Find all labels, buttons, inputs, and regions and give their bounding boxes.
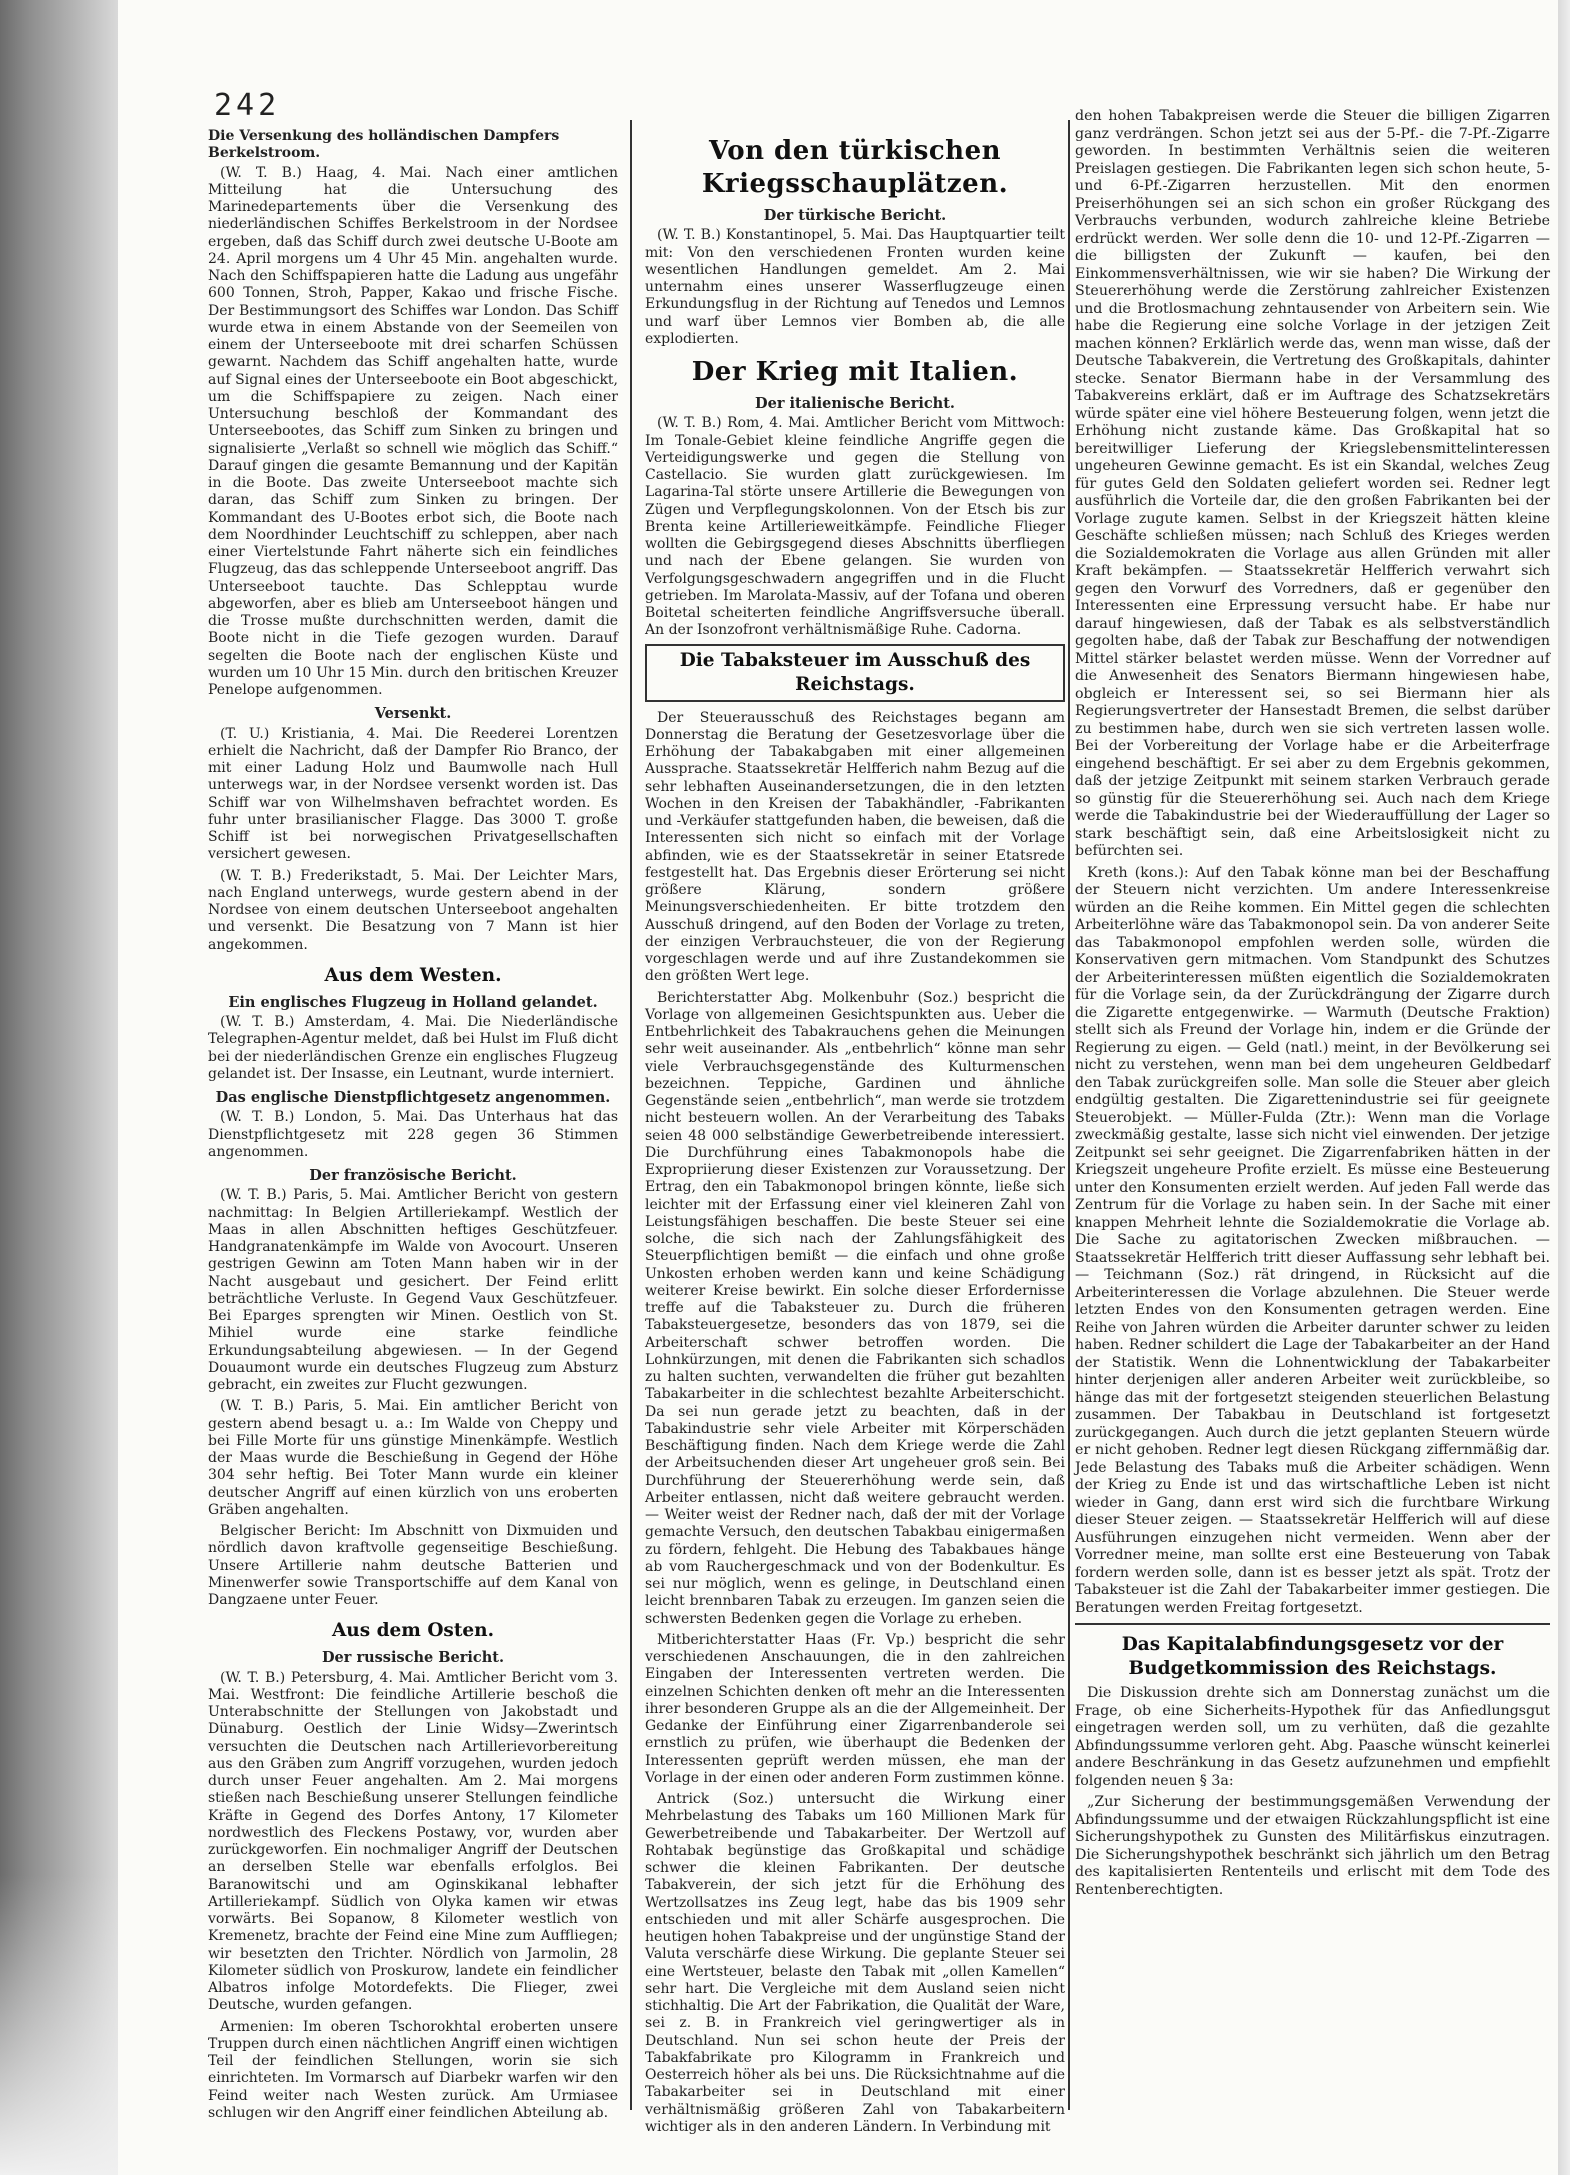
article-paragraph: Die Diskussion drehte sich am Donnerstag zunächst um die Frage, ob eine Sicherheits-Hypothek für das Anfiedlungsgut eingetragen werden soll, um zu verhüten, daß die gezahlte Abfindungssumme verloren geht. Abg. Paasche wünscht keinerlei andere Beschränkung in das Gesetz aufzunehmen und empfiehlt folgenden neuen § 3a: [1075,1685,1550,1789]
article-paragraph: (W. T. B.) London, 5. Mai. Das Unterhaus hat das Dienstpflichtgesetz mit 228 gegen 36 Stimmen angenommen. [208,1109,618,1160]
article-paragraph: Belgischer Bericht: Im Abschnitt von Dixmuiden und nördlich davon kraftvolle gegenseitige Beschießung. Unsere Artillerie nahm deutsche Batterien und Minenwerfer sowie Transportschiffe auf dem Kanal von Dangzaene unter Feuer. [208,1523,618,1608]
page-number: 242 [214,88,281,123]
section-headline: Aus dem Westen. [324,964,502,986]
column-1 [208,128,618,2126]
framed-headline-box [645,644,1065,702]
article-paragraph: Armenien: Im oberen Tschorokhtal eroberten unsere Truppen durch einen nächtlichen Angriff einen wichtigen Teil der feindlichen Stellungen, worin sie sich einrichteten. Im Vormarsch auf Diarbekr warfen wir den Feind weiter nach Westen zurück. Am Urmiasee schlugen wir den Angriff einer feindlichen Abteilung ab. [208,2018,618,2121]
article-headline: Die Versenkung des holländischen Dampfers Berkelstroom. [208,128,560,162]
section-headline: Die Tabaksteuer im Ausschuß des Reichstags. [679,649,1031,695]
article-paragraph: Kreth (kons.): Auf den Tabak könne man bei der Beschaffung der Steuern nicht verzichten. Um andere Interessenkreise würden an die Reihe kommen. Ein Mittel gegen die schlechten Arbeiterlöhne wäre das Tabakmonopol sein. Da von anderer Seite das Tabakmonopol empfohlen werden solle, würden die Konservativen gern mitmachen. Vom Standpunkt des Schutzes der Arbeiterinteressen müßten eigentlich die Sozialdemokraten für die Vorlage sein, da der Zurückdrängung der Zigarre durch die Zigarette entgegenwirke. — Warmuth (Deutsche Fraktion) stellt sich als Freund der Vorlage hin, indem er die Gründe der Regierung zu eigen. — Geld (natl.) meint, in der Bevölkerung sei nicht zu verstehen, wenn man bei dem ungeheuren Geldbedarf den Tabak zurückgreifen solle. Man solle die Steuer aber gleich endgültig gestalten. Die Zigarettenindustrie sei für geeignete Steuerobjekt. — Müller-Fulda (Ztr.): Wenn man die Vorlage zweckmäßig gestalte, lasse sich nicht viel einwenden. Der jetzige Zeitpunkt sei sehr geeignet. Die Zigarrenfabriken hätten in der Kriegszeit ungeheure Profite erzielt. Es müsse eine Besteuerung unter den Konsumenten erzielt werden. Auf jeden Fall werde das Zentrum für die Vorlage zu haben sein. In der Sache mit einer knappen Mehrheit lehnte die Sozialdemokratie die Vorlage ab. Die Sache zu agitatorischen Zwecken mißbrauchen. — Staatssekretär Helfferich tritt dieser Auffassung sehr lebhaft bei. — Teichmann (Soz.) rät dringend, in Rücksicht auf die Arbeiterinteressen die Vorlage abzulehnen. Die Steuer werde letzten Endes von den Konsumenten getragen werden. Eine Reihe von Jahren würden die Arbeiter darunter schwer zu leiden haben. Redner schildert die Lage der Tabakarbeiter an der Hand der Statistik. Wenn die Lohnentwicklung der Tabakarbeiter hinter derjenigen aller anderen Arbeiter weit zurückbleibe, so hänge das mit der fortgesetzt steigenden steuerlichen Belastung zusammen. Der Tabakbau in Deutschland ist fortgesetzt zurückgegangen. Auch durch die jetzt geplanten Steuern würde er nicht gehoben. Redner legt diesen Rückgang ziffernmäßig dar. Jede Belastung des Tabaks muß die Arbeiter schädigen. Wenn der Krieg zu Ende ist und das wirtschaftliche Leben ist nicht wieder in Gang, dann erst wird sich die furchtbare Wirkung dieser Steuer zeigen. — Staatssekretär Helfferich will auf diese Ausführungen einzugehen nicht vermeiden. Wenn aber der Vorredner meine, man sollte erst eine Besteuerung von Tabak fordern werden solle, dann ist es besser jetzt als spät. Trotz der Tabaksteuer ist die Zahl der Tabakarbeiter immer gestiegen. Die Beratungen werden Freitag fortgesetzt. [1075,864,1550,1616]
sub-headline: Der russische Bericht. [321,1649,505,1667]
section-headline: Von den türkischen Kriegsschauplätzen. [701,136,1009,199]
article-paragraph: Berichterstatter Abg. Molkenbuhr (Soz.) bespricht die Vorlage von allgemeinen Gesichtspunkten aus. Ueber die Entbehrlichkeit des Tabakrauchens gehen die Meinungen sehr weit auseinander. Als „entbehrlich“ könne man sehr viele Verbrauchsgegenstände des Kulturmenschen bezeichnen. Teppiche, Gardinen und ähnliche Gegenstände seien „entbehrlich“, man werde sie trotzdem nicht besteuern wollen. An der Verarbeitung des Tabaks seien 48 000 selbständige Gewerbetreibende interessiert. Die Durchführung eines Tabakmonopols habe die Expropriierung dieser Existenzen zur Voraussetzung. Der Ertrag, den ein Tabakmonopol bringen könnte, ließe sich leichter mit der Erfassung einer viel kleineren Zahl von Leistungsfähigen beschaffen. Die beste Steuer sei eine solche, die sich nach der Zahlungsfähigkeit des Steuerpflichtigen bemißt — die einfach und ohne große Unkosten erhoben werden kann und keine Schädigung weiterer Kreise bewirkt. Ein solche dieser Erfordernisse treffe auf die Tabaksteuer zu. Durch die früheren Tabaksteuergesetze, besonders das von 1879, sei die Arbeiterschaft schwer betroffen worden. Die Lohnkürzungen, mit denen die Fabrikanten sich schadlos zu halten suchten, verwandelten die früher gut bezahlten Tabakarbeiter in die schlechtest bezahlte Arbeiterschicht. Da sei nun gerade jetzt zu beachten, daß in der Tabakindustrie sehr viele Arbeiter mit Körperschäden Beschäftigung finden. Nach dem Kriege werde die Zahl der Arbeitsuchenden dieser Art ungeheuer groß sein. Bei Durchführung der Steuererhöhung werde sein, daß Arbeiter entlassen, nicht daß weitere gebraucht werden. — Weiter weist der Redner nach, daß der mit der Vorlage gemachte Versuch, den deutschen Tabakbau einigermaßen zu fördern, fehlgeht. Die Hebung des Tabakbaues hänge ab vom Rauchergeschmack und von der Bodenkultur. Es sei nur möglich, wenn es gelinge, in Deutschland einen leicht brennbaren Tabak zu erzeugen. Im ganzen seien die schwersten Bedenken gegen die Vorlage zu erheben. [645,989,1065,1627]
sub-headline: Der italienische Bericht. [755,395,955,412]
sub-headline: Der türkische Bericht. [763,207,947,224]
column-rule [630,120,632,2110]
article-paragraph: (W. T. B.) Haag, 4. Mai. Nach einer amtlichen Mitteilung hat die Untersuchung des Marinedepartements über die Versenkung des niederländischen Schiffes Berkelstroom in der Nordsee ergeben, daß das Schiff durch zwei deutsche U-Boote am 24. April morgens um 4 Uhr 45 Min. angehalten wurde. Nach den Schiffspapieren hatte die Ladung aus ungefähr 600 Tonnen, Stroh, Papper, Kakao und frische Fische. Der Bestimmungsort des Schiffes war London. Das Schiff wurde etwa in einem Abstande von der Seemeilen von einem der Unterseeboote mit drei scharfen Schüssen gewarnt. Nachdem das Schiff angehalten hatte, wurde auf Signal eines der Unterseeboote ein Boot abgeschickt, um die Schiffspapiere zu zeigen. Nach einer Untersuchung beschloß der Kommandant des Unterseebootes, das Schiff zum Sinken zu bringen und signalisierte „Verlaßt so schnell wie möglich das Schiff.“ Darauf gingen die gesamte Bemannung und der Kapitän in die Boote. Das zweite Unterseeboot machte sich daran, das Schiff zum Sinken zu bringen. Der Kommandant des U-Bootes erbot sich, die Boote nach dem Noordhinder Leuchtschiff zu schleppen, aber nach einer Viertelstunde Fahrt näherte sich ein feindliches Flugzeug, das das schleppende Unterseeboot angriff. Das Unterseeboot tauchte. Das Schlepptau wurde abgeworfen, aber es blieb am Unterseeboot hängen und die Trosse mußte durchschnitten werden, damit die Boote nicht in die Tiefe gezogen wurden. Darauf segelten die Boote nach der englischen Küste und wurden um 10 Uhr 15 Min. durch den britischen Kreuzer Penelope aufgenommen. [208,164,618,698]
article-paragraph: Antrick (Soz.) untersucht die Wirkung einer Mehrbelastung des Tabaks um 160 Millionen Mark für Gewerbetreibende und Tabakarbeiter. Der Wertzoll auf Rohtabak begünstige das Großkapital und schädige schwer die kleinen Fabrikanten. Der deutsche Tabakverein, der sich jetzt für die Erhöhung des Wertzollsatzes ins Zeug legt, habe das bis 1909 sehr entschieden und mit aller Schärfe ausgesprochen. Die heutigen hohen Tabakpreise und der ungünstige Stand der Valuta verschärfe diese Wirkung. Die geplante Steuer sei eine Wertsteuer, belaste den Tabak mit „ollen Kamellen“ sehr hart. Die Vergleiche mit dem Ausland seien nicht stichhaltig. Die Art der Fabrikation, die Qualität der Ware, sei z. B. in Frankreich viel geringwertiger als in Deutschland. Nun sei schon heute der Preis der Tabakfabrikate pro Kilogramm in Frankreich und Oesterreich höher als bei uns. Die Rücksichtnahme auf die Tabakarbeiter sei in Deutschland mit einer verhältnismäßig größeren Zahl von Tabakarbeitern wichtiger als in den anderen Ländern. In Verbindung mit [645,1791,1065,2135]
section-divider [1075,1623,1550,1625]
sub-headline: Das englische Dienstpflichtgesetz angenommen. [215,1089,611,1106]
scan-binding-edge [0,0,118,2175]
article-paragraph: (W. T. B.) Paris, 5. Mai. Ein amtlicher Bericht von gestern abend besagt u. a.: Im Walde von Cheppy und bei Fille Morte für uns günstige Minenkämpfe. Westlich der Maas wurde die Beschießung in Gegend der Höhe 304 sehr heftig. Bei Toter Mann wurde ein kleiner deutscher Angriff auf einen kürzlich von uns eroberten Gräben angehalten. [208,1398,618,1518]
article-paragraph: (W. T. B.) Paris, 5. Mai. Amtlicher Bericht von gestern nachmittag: In Belgien Artilleriekampf. Westlich der Maas in allen Abschnitten heftiges Geschützfeuer. Handgranatenkämpfe im Walde von Avocourt. Unseren gestrigen Gewinn am Toten Mann haben wir in der Nacht ausgebaut und gesichert. Der Feind erlitt beträchtliche Verluste. In Gegend Vaux Geschützfeuer. Bei Eparges sprengten wir Minen. Oestlich von St. Mihiel wurde eine starke feindliche Erkundungsabteilung abgewiesen. — In der Gegend Douaumont wurde ein deutsches Flugzeug zum Absturz gebracht, ein zweites zur Flucht gezwungen. [208,1187,618,1393]
column-rule [1068,120,1070,2110]
article-paragraph: (W. T. B.) Petersburg, 4. Mai. Amtlicher Bericht vom 3. Mai. Westfront: Die feindliche Artillerie beschoß die Unterabschnitte der Stellungen von Jakobstadt und Dünaburg. Oestlich der Linie Widsy—Zwerintsch versuchten die Deutschen nach Artillerievorbereitung aus den Gräben zum Angriff vorzugehen, wurden jedoch durch unser Feuer angehalten. Am 2. Mai morgens stießen nach Beschießung unserer Stellungen feindliche Kräfte in Gegend des Dorfes Antony, 17 Kilometer nordwestlich des Fleckens Postawy, vor, wurden aber zurückgeworfen. Ein nochmaliger Angriff der Deutschen an derselben Stelle war ebenfalls erfolglos. Bei Baranowitschi und am Oginskikanal lebhafter Artilleriekampf. Südlich von Olyka kamen wir etwas vorwärts. Bei Sopanow, 8 Kilometer westlich von Kremenetz, brachte der Feind eine Mine zum Auffliegen; wir besetzten den Trichter. Nördlich von Jarmolin, 28 Kilometer südlich von Proskurow, landete ein feindlicher Albatros infolge Motordefekts. Die Flieger, zwei Deutsche, wurden gefangen. [208,1669,618,2014]
scan-right-edge [1558,0,1570,2175]
article-paragraph: (T. U.) Kristiania, 4. Mai. Die Reederei Lorentzen erhielt die Nachricht, daß der Dampfer Rio Branco, der mit einer Ladung Holz und Baumwolle nach Hull unterwegs war, in der Nordsee versenkt worden ist. Das Schiff war von Wilhelmshaven befrachtet worden. Es fuhr unter brasilianischer Flagge. Das 3000 T. große Schiff ist bei norwegischen Privatgesellschaften versichert gewesen. [208,725,618,863]
article-paragraph: Mitberichterstatter Haas (Fr. Vp.) bespricht die sehr verschiedenen Anschauungen, die in den zahlreichen Eingaben der Interessenten vertreten werden. Die einzelnen Schichten denken oft mehr an die Interessenten ihrer besonderen Gruppe als an die der Allgemeinheit. Der Gedanke der Einführung einer Zigarrenbanderole sei ernstlich zu prüfen, wie überhaupt die Bedenken der Interessenten geprüft werden müssen, ehe man der Vorlage in der einen oder anderen Form zustimmen könne. [645,1631,1065,1786]
article-paragraph: (W. T. B.) Rom, 4. Mai. Amtlicher Bericht vom Mittwoch: Im Tonale-Gebiet kleine feindliche Angriffe gegen die Verteidigungswerke und gegen die Stellung von Castellacio. Sie wurden glatt zurückgewiesen. Im Lagarina-Tal störte unsere Artillerie die Bewegungen von Zügen und Verpflegungskolonnen. Von der Etsch bis zur Brenta keine Artillerieweitkämpfe. Feindliche Flieger wollten die Gebirgsgegend dieses Abschnitts überfliegen und nach der Ebene gelangen. Sie wurden von Verfolgungsgeschwadern angegriffen und in die Flucht getrieben. Im Marolata-Massiv, auf der Tofana und oberen Boitetal scheiterten feindliche Angriffsversuche überall. An der Isonzofront verhältnismäßige Ruhe. Cadorna. [645,415,1065,639]
article-paragraph: (W. T. B.) Frederikstadt, 5. Mai. Der Leichter Mars, nach England unterwegs, wurde gestern abend in der Nordsee von einem deutschen Unterseeboot angehalten und versenkt. Die Besatzung von 7 Mann ist hier angekommen. [208,867,618,953]
section-headline: Das Kapitalabfindungsgesetz vor der Budgetkommission des Reichstags. [1121,1634,1504,1679]
article-paragraph: den hohen Tabakpreisen werde die Steuer die billigen Zigarren ganz verdrängen. Schon jetzt sei aus der 5-Pf.- die 7-Pf.-Zigarre geworden. In bestimmten Verhältnis seien die weiteren Preislagen gestiegen. Die Fabrikanten legen sich schon heute, 5- und 6-Pf.-Zigarren herzustellen. Mit den enormen Preiserhöhungen sei an sich schon ein großer Rückgang des Verbrauchs verbunden, wodurch zahlreiche kleine Betriebe erdrückt werden. Wer solle denn die 10- und 12-Pf.-Zigarren — die billigsten der Zukunft — kaufen, bei den Einkommensverhältnissen, wie wir sie haben? Die Wirkung der Steuererhöhung werde die Zerstörung zahlreicher Existenzen und die Brotlosmachung zehntausender von Arbeitern sein. Wie habe die Regierung eine solche Vorlage in der jetzigen Zeit machen können? Erklärlich werde das, wenn man wisse, daß der Deutsche Tabakverein, die Vertretung des Großkapitals, dahinter stecke. Senator Biermann habe in der Versammlung des Tabakvereins erklärt, daß er im Auftrage des Schatzsekretärs würde später eine viel höhere Besteuerung folgen, wenn jetzt die Erhöhung nicht zustande käme. Das Großkapital hat so bereitwilliger Lieferung der Kriegslebensmittelinteressen ungeheuren Gewinne gemacht. Es ist ein Skandal, welches Zeug für gutes Geld den Soldaten geliefert worden sei. Redner legt ausführlich die Vorteile dar, die den großen Fabrikanten bei der Vorlage zugute kamen. Selbst in der Kriegszeit hätten kleine Geschäfte schließen müssen; nach Schluß des Krieges werden die Sozialdemokraten die Vorlage aus allen Gründen mit aller Kraft bekämpfen. — Staatssekretär Helfferich verwahrt sich gegen den Vorwurf des Vorredners, daß er gegenüber den Interessenten eine Erpressung versucht habe. Er habe nur darauf hingewiesen, daß der Tabak es als selbstverständlich gegolten habe, daß der Tabak zur Beschaffung der notwendigen Mittel stärker belastet werden müsse. Wenn der Vorredner auf die Anwesenheit des Senators Biermann hingewiesen habe, obgleich er Interessent sei, so sei Biermann hier als Regierungsvertreter der Hansestadt Bremen, die selbst darüber zu bestimmen habe, durch wen sie sich vertreten lassen wolle. Bei der Vorbereitung der Vorlage habe er die Arbeiterfrage eingehend beschäftigt. Er sei aber zu dem Ergebnis gekommen, daß der jetzige Zeitpunkt mit seinem starken Verbrauch gerade so günstig für die Steuererhöhung sei. Auch nach dem Kriege werde die Tabakindustrie bei der Wiederauffüllung der Lager so stark beschäftigt sein, daß eine Arbeitslosigkeit nicht zu befürchten sei. [1075,108,1550,859]
article-paragraph: „Zur Sicherung der bestimmungsgemäßen Verwendung der Abfindungssumme und der etwaigen Rückzahlungspflicht ist eine Sicherungshypothek zu Gunsten des Militärfiskus einzutragen. Die Sicherungshypothek beschränkt sich jährlich um den Betrag des kapitalisierten Rententeils und erlischt mit dem Tode des Rentenberechtigten. [1075,1794,1550,1898]
sub-headline: Ein englisches Flugzeug in Holland gelandet. [228,993,598,1011]
article-headline: Versenkt. [374,705,452,723]
article-paragraph: Der Steuerausschuß des Reichstages begann am Donnerstag die Beratung der Gesetzesvorlage über die Erhöhung der Tabakabgaben mit einer allgemeinen Aussprache. Staatssekretär Helfferich nahm Bezug auf die sehr lebhaften Auseinandersetzungen, die in den letzten Wochen in den Kreisen der Tabakhändler, -Fabrikanten und -Verkäufer stattgefunden haben, die beweisen, daß die Interessenten sich nicht so einfach mit der Vorlage abfinden, wie es der Staatssekretär in seiner Etatsrede festgestellt hat. Das Ergebnis dieser Erörterung sei nicht größere Klärung, sondern größere Meinungsverschiedenheiten. Er bitte trotzdem den Ausschuß dringend, auf den Boden der Vorlage zu treten, der einzigen Verbrauchsteuer, die von der Regierung vorgeschlagen werde und auf ihre Zustandekommen sie den größten Wert lege. [645,709,1065,985]
column-3 [1075,108,1550,1903]
article-paragraph: (W. T. B.) Konstantinopel, 5. Mai. Das Hauptquartier teilt mit: Von den verschiedenen Fronten wurden keine wesentlichen Handlungen gemeldet. Am 2. Mai unternahm eines unserer Wasserflugzeuge einen Erkundungsflug in der Richtung auf Tenedos und Lemnos und warf über Lemnos vier Bomben ab, die alle explodierten. [645,227,1065,347]
sub-headline: Der französische Bericht. [309,1167,517,1184]
column-2 [645,135,1065,2140]
section-headline: Aus dem Osten. [331,1620,495,1642]
article-paragraph: (W. T. B.) Amsterdam, 4. Mai. Die Niederländische Telegraphen-Agentur meldet, daß bei Hulst im Fluß dicht bei der niederländischen Grenze ein englisches Flugzeug gelandet ist. Der Insasse, ein Leutnant, wurde interniert. [208,1014,618,1082]
section-headline: Der Krieg mit Italien. [691,357,1019,387]
